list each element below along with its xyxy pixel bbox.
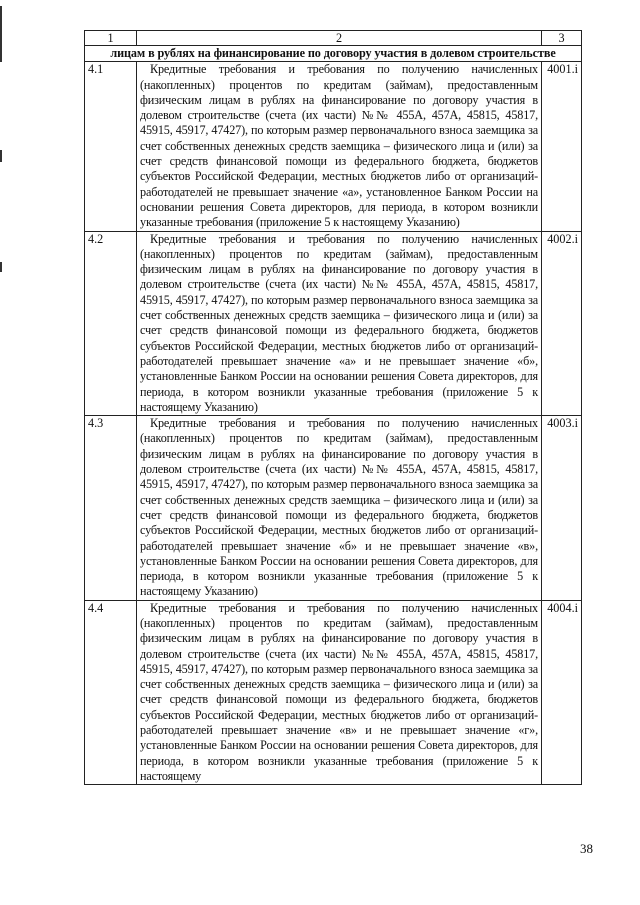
row-code: 4004.i <box>542 600 582 785</box>
row-code: 4002.i <box>542 231 582 416</box>
row-code: 4003.i <box>542 416 582 601</box>
section-title-row <box>85 46 582 62</box>
scan-edge-mark <box>0 262 2 272</box>
row-code: 4001.i <box>542 62 582 231</box>
section-title: лицам в рублях на финансирование по договору участия в долевом строительстве <box>85 46 582 62</box>
table-row <box>85 231 582 416</box>
table-row <box>85 62 582 231</box>
row-description: Кредитные требования и требования по получению начисленных (накопленных) процентов по кредитам (займам), предоставленным физическим лицам в рублях на финансирование по договору участия в долевом строительстве (счета (их части) №№ 455А, 457А, 45815, 45817, 45915, 45917, 47427), по которым размер первоначального взноса заемщика за счет собственных денежных средств заемщика – физического лица и (или) за счет средств финансовой помощи из федерального бюджета, бюджетов субъектов Российской Федерации, местных бюджетов либо от организаций-работодателей превышает значение «а» и не превышает значение «б», установленные Банком России на основании решения Совета директоров, для периода, в котором возникли указанные требования (приложение 5 к настоящему Указанию) <box>137 231 542 416</box>
row-number: 4.3 <box>85 416 137 601</box>
table-row <box>85 416 582 601</box>
row-description: Кредитные требования и требования по получению начисленных (накопленных) процентов по кредитам (займам), предоставленным физическим лицам в рублях на финансирование по договору участия в долевом строительстве (счета (их части) №№ 455А, 457А, 45815, 45817, 45915, 45917, 47427), по которым размер первоначального взноса заемщика за счет собственных денежных средств заемщика – физического лица и (или) за счет средств финансовой помощи из федерального бюджета, бюджетов субъектов Российской Федерации, местных бюджетов либо от организаций-работодателей превышает значение «б» и не превышает значение «в», установленные Банком России на основании решения Совета директоров, для периода, в котором возникли указанные требования (приложение 5 к настоящему Указанию) <box>137 416 542 601</box>
column-header-1: 1 <box>85 31 137 46</box>
page-number: 38 <box>580 841 593 856</box>
column-header-3: 3 <box>542 31 582 46</box>
scan-edge-mark <box>0 6 2 62</box>
scan-edge-mark <box>0 150 2 162</box>
row-number: 4.2 <box>85 231 137 416</box>
row-number: 4.4 <box>85 600 137 785</box>
table-row <box>85 600 582 785</box>
requirements-table <box>84 30 582 785</box>
row-description: Кредитные требования и требования по получению начисленных (накопленных) процентов по кредитам (займам), предоставленным физическим лицам в рублях на финансирование по договору участия в долевом строительстве (счета (их части) №№ 455А, 457А, 45815, 45817, 45915, 45917, 47427), по которым размер первоначального взноса заемщика за счет собственных денежных средств заемщика – физического лица и (или) за счет средств финансовой помощи из федерального бюджета, бюджетов субъектов Российской Федерации, местных бюджетов либо от организаций-работодателей превышает значение «в» и не превышает значение «г», установленные Банком России на основании решения Совета директоров, для периода, в котором возникли указанные требования (приложение 5 к настоящему <box>137 600 542 785</box>
column-header-row <box>85 31 582 46</box>
row-description: Кредитные требования и требования по получению начисленных (накопленных) процентов по кредитам (займам), предоставленным физическим лицам в рублях на финансирование по договору участия в долевом строительстве (счета (их части) №№ 455А, 457А, 45815, 45817, 45915, 45917, 47427), по которым размер первоначального взноса заемщика за счет собственных денежных средств заемщика – физического лица и (или) за счет средств финансовой помощи из федерального бюджета, бюджетов субъектов Российской Федерации, местных бюджетов либо от организаций-работодателей не превышает значение «а», установленное Банком России на основании решения Совета директоров, для периода, в котором возникли указанные требования (приложение 5 к настоящему Указанию) <box>137 62 542 231</box>
row-number: 4.1 <box>85 62 137 231</box>
column-header-2: 2 <box>137 31 542 46</box>
